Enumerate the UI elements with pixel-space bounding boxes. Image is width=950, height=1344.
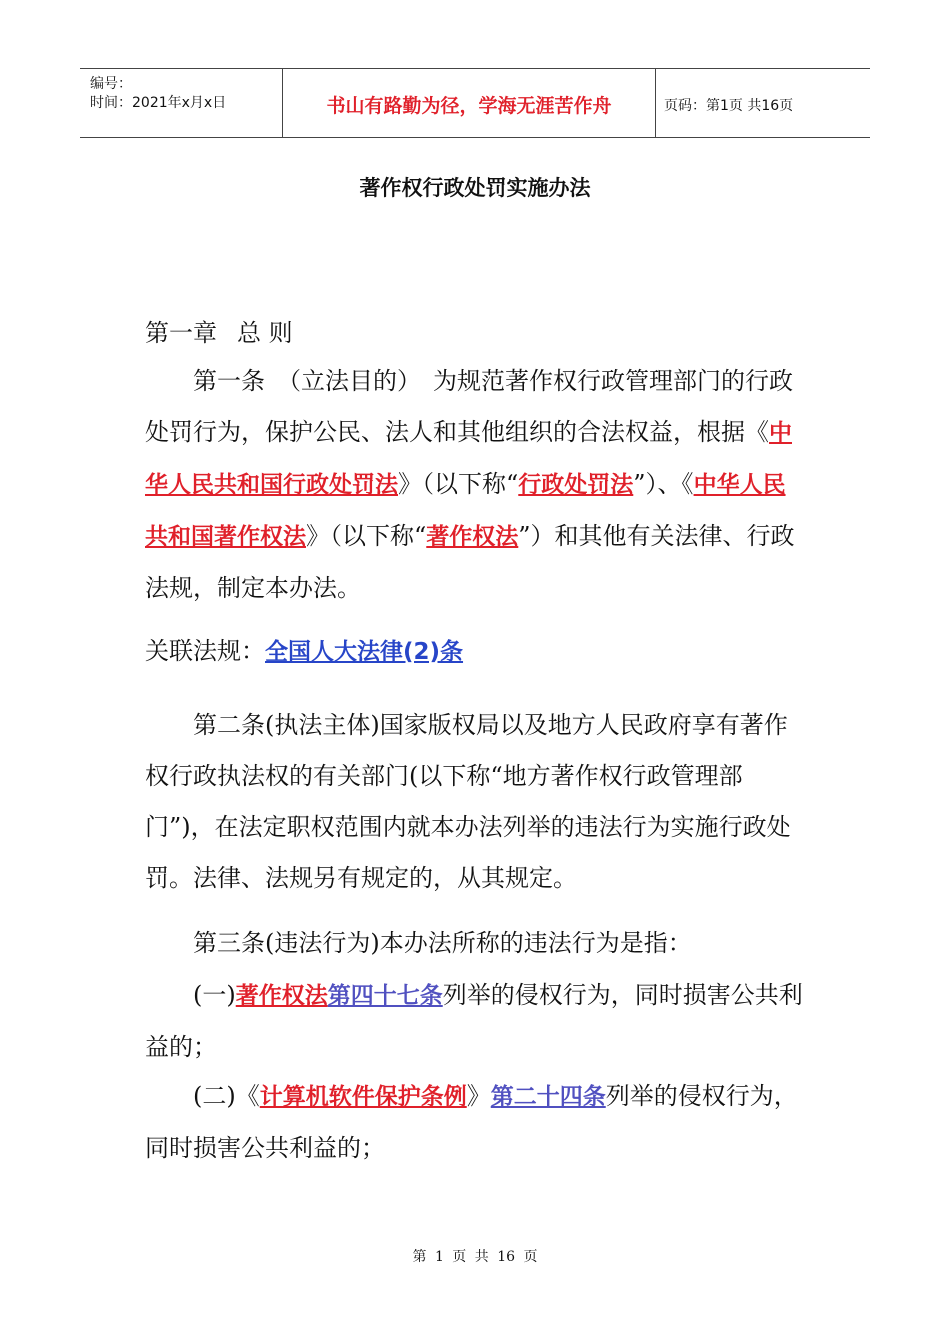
related-regulations: [145, 626, 805, 678]
article-3-item-2: [145, 1071, 805, 1174]
header-meta-cell: [80, 69, 282, 137]
motto: 书山有路勤为径，学海无涯苦作舟: [326, 95, 612, 117]
article-2: 第二条(执法主体)国家版权局以及地方人民政府享有著作权行政执法权的有关部门(以下称“地方著作权行政管理部门”)，在法定职权范围内就本办法列举的违法行为实施行政处罚。法律、法规另有规定的，从其规定。: [145, 711, 791, 892]
link-administrative-penalty-law-short[interactable]: 行政处罚法: [518, 472, 634, 498]
article-1-text: ”）、《: [633, 470, 694, 498]
article-1-subject: （立法目的）: [277, 367, 421, 395]
article-1-text: 为规范著作权行政管理部门的行政处罚行为，保护公民、法人和其他组织的合法权益，根据《: [145, 367, 793, 446]
item-prefix: (一): [193, 981, 236, 1009]
item-prefix: (二)《: [193, 1082, 260, 1110]
item-text: 列举的侵权行为，同时损害公共利益的；: [145, 1082, 798, 1162]
item-text: 列举的侵权行为，同时损害公共利益的；: [145, 981, 803, 1061]
article-1: [145, 356, 805, 614]
link-software-protection-regulations[interactable]: 计算机软件保护条例: [259, 1084, 467, 1110]
related-regulations-link[interactable]: 全国人大法律(2)条: [265, 639, 464, 665]
article-1-text: 》（以下称“: [306, 522, 427, 550]
item-text: 》: [466, 1082, 491, 1110]
link-article-24[interactable]: 第二十四条: [490, 1084, 606, 1110]
link-article-47[interactable]: 第四十七条: [327, 983, 443, 1009]
document-number-label: 编号：: [90, 76, 132, 92]
chapter-heading: [145, 308, 805, 359]
article-1-text: 》（以下称“: [398, 470, 519, 498]
link-copyright-law-short[interactable]: 著作权法: [426, 524, 519, 550]
header-page-cell: [654, 69, 870, 137]
chapter-name: 总 则: [237, 319, 293, 347]
header-motto-cell: [282, 69, 656, 137]
link-copyright-law[interactable]: 著作权法: [235, 983, 328, 1009]
page-footer: 第 1 页 共 16 页: [412, 1249, 538, 1265]
article-1-text: ”）和其他有关法律、行政法规，制定本办法。: [145, 522, 795, 602]
document-date: 时间：2021年x月x日: [90, 95, 227, 111]
link-administrative-penalty-law[interactable]: 中华人民共和国行政处罚法: [145, 420, 792, 498]
link-copyright-law[interactable]: 中华人民共和国著作权法: [145, 472, 786, 550]
chapter-number: 第一章: [145, 319, 217, 347]
header-page-info: 页码：第1页 共16页: [664, 98, 794, 114]
article-3-item-1: [145, 970, 805, 1073]
article-1-number: 第一条: [193, 367, 265, 395]
article-3: 第三条(违法行为)本办法所称的违法行为是指：: [193, 929, 692, 957]
related-label: 关联法规：: [145, 637, 265, 665]
document-header: [80, 68, 870, 138]
document-title: 著作权行政处罚实施办法: [359, 176, 591, 200]
